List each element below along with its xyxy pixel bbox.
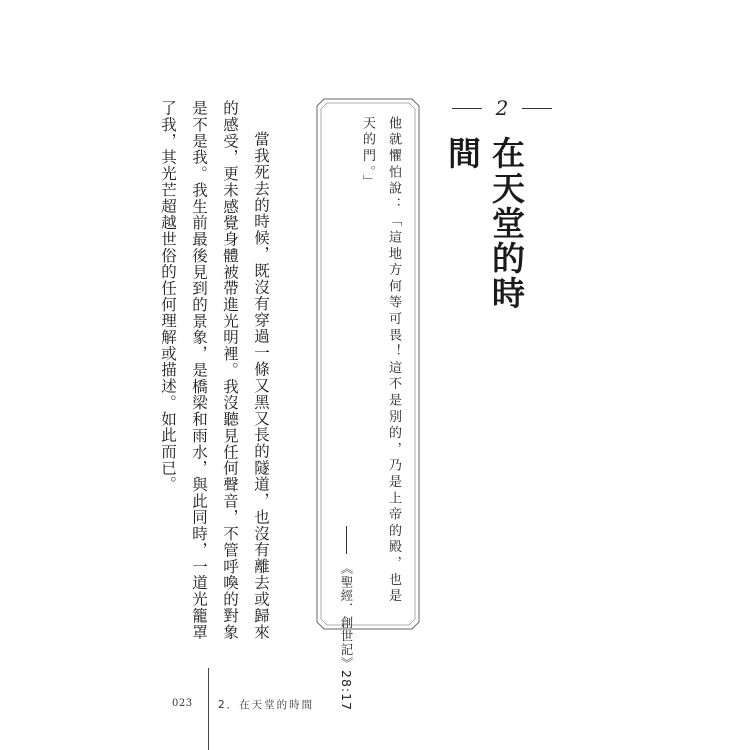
body-text	[152, 100, 276, 640]
epigraph-dash	[346, 526, 347, 554]
epigraph-box	[316, 98, 420, 712]
epigraph-source-text: 《聖經．創世記》28:17	[339, 562, 354, 712]
page-number: 023	[172, 698, 193, 709]
chapter-number-block	[452, 96, 552, 120]
running-head: 2．在天堂的時間	[218, 699, 315, 711]
chapter-number: 2	[495, 96, 509, 120]
epigraph-source	[336, 526, 356, 721]
footer-divider	[208, 668, 209, 750]
epigraph-quote: 他就懼怕說：「這地方何等可畏！這不是別的，乃是上帝的殿，也是天的門。」	[360, 116, 401, 605]
chapter-rule-right	[522, 108, 552, 109]
chapter-title: 在天堂的時間	[443, 136, 526, 311]
body-paragraph: 當我死去的時候，既沒有穿過一條又黑又長的隧道，也沒有離去或歸來的感受，更未感覺身體被帶進光明裡。我沒聽見任何聲音，不管呼喚的對象是不是我。我生前最後見到的景象，是橋梁和雨水，與此同時，一道光籠罩了我，其光芒超越世俗的任何理解或描述。如此而已。	[159, 100, 270, 640]
